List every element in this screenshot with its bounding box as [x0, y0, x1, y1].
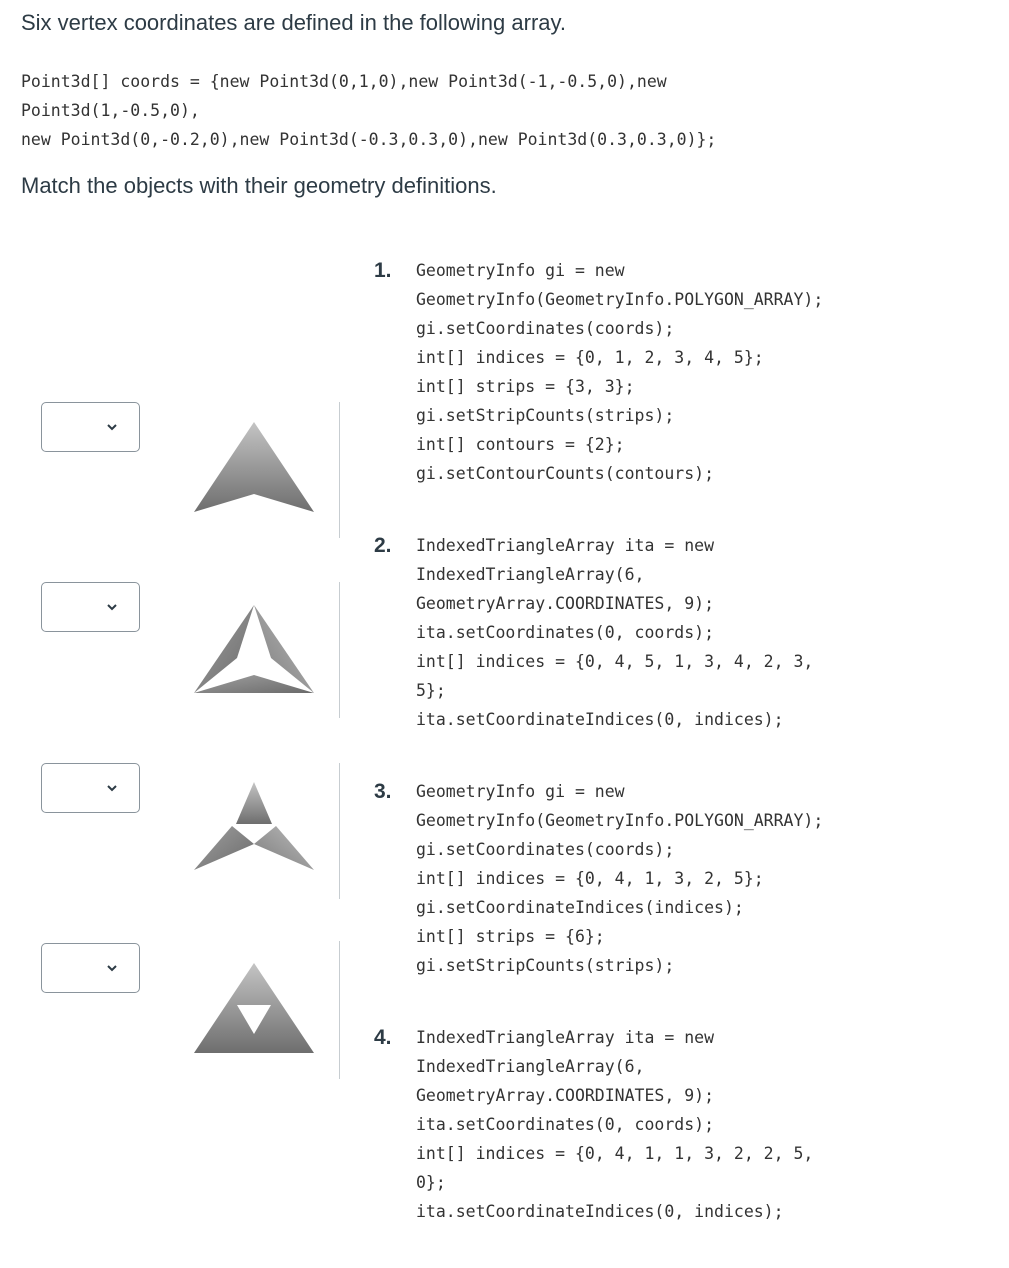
match-select-4[interactable]	[41, 943, 140, 993]
option-code-line: int[] indices = {0, 1, 2, 3, 4, 5};	[416, 348, 764, 367]
shape-filled-concave-triangle	[191, 418, 317, 514]
option-code-line: IndexedTriangleArray(6,	[416, 565, 645, 584]
option-number: 2.	[374, 534, 392, 557]
option-code-line: GeometryInfo(GeometryInfo.POLYGON_ARRAY);	[416, 811, 824, 830]
option-code-line: ita.setCoordinates(0, coords);	[416, 623, 715, 642]
coords-code-line: new Point3d(0,-0.2,0),new Point3d(-0.3,0.3,0),new Point3d(0.3,0.3,0)};	[21, 130, 717, 149]
chevron-down-icon	[105, 781, 119, 795]
option-code-line: GeometryArray.COORDINATES, 9);	[416, 594, 715, 613]
option-code-line: gi.setCoordinates(coords);	[416, 319, 675, 338]
option-code-line: gi.setCoordinateIndices(indices);	[416, 898, 744, 917]
option-code-line: ita.setCoordinateIndices(0, indices);	[416, 710, 784, 729]
shape-triangle-with-hole	[191, 960, 317, 1056]
option-number: 3.	[374, 780, 392, 803]
divider	[339, 941, 340, 1079]
shape-triangle-outline-strips	[191, 601, 317, 697]
option-code-line: IndexedTriangleArray(6,	[416, 1057, 645, 1076]
option-code-line: IndexedTriangleArray ita = new	[416, 1028, 715, 1047]
chevron-down-icon	[105, 600, 119, 614]
option-code-line: int[] indices = {0, 4, 1, 1, 3, 2, 2, 5,	[416, 1144, 814, 1163]
question-intro: Six vertex coordinates are defined in the following array.	[21, 10, 566, 35]
option-code-line: IndexedTriangleArray ita = new	[416, 536, 715, 555]
option-code-line: int[] indices = {0, 4, 1, 3, 2, 5};	[416, 869, 764, 888]
match-select-1[interactable]	[41, 402, 140, 452]
option-code-line: GeometryInfo gi = new	[416, 782, 625, 801]
shape-three-corner-triangles	[191, 778, 317, 874]
divider	[339, 763, 340, 899]
coords-code-line: Point3d[] coords = {new Point3d(0,1,0),new Point3d(-1,-0.5,0),new	[21, 72, 667, 91]
option-code-line: 0};	[416, 1173, 446, 1192]
option-code-line: gi.setStripCounts(strips);	[416, 406, 675, 425]
option-code-line: gi.setContourCounts(contours);	[416, 464, 715, 483]
option-code-line: int[] indices = {0, 4, 5, 1, 3, 4, 2, 3,	[416, 652, 814, 671]
chevron-down-icon	[105, 961, 119, 975]
option-code-line: ita.setCoordinates(0, coords);	[416, 1115, 715, 1134]
option-code-line: gi.setCoordinates(coords);	[416, 840, 675, 859]
match-select-3[interactable]	[41, 763, 140, 813]
option-code-line: GeometryArray.COORDINATES, 9);	[416, 1086, 715, 1105]
option-code-line: GeometryInfo gi = new	[416, 261, 625, 280]
match-select-2[interactable]	[41, 582, 140, 632]
divider	[339, 582, 340, 718]
option-number: 1.	[374, 259, 392, 282]
option-code-line: int[] strips = {3, 3};	[416, 377, 635, 396]
option-code-line: gi.setStripCounts(strips);	[416, 956, 675, 975]
option-code-line: int[] strips = {6};	[416, 927, 605, 946]
chevron-down-icon	[105, 420, 119, 434]
divider	[339, 402, 340, 538]
option-code-line: int[] contours = {2};	[416, 435, 625, 454]
coords-code-line: Point3d(1,-0.5,0),	[21, 101, 200, 120]
question-prompt: Match the objects with their geometry definitions.	[21, 173, 497, 198]
option-code-line: ita.setCoordinateIndices(0, indices);	[416, 1202, 784, 1221]
option-number: 4.	[374, 1026, 392, 1049]
option-code-line: 5};	[416, 681, 446, 700]
option-code-line: GeometryInfo(GeometryInfo.POLYGON_ARRAY);	[416, 290, 824, 309]
coords-code-block	[21, 67, 716, 154]
